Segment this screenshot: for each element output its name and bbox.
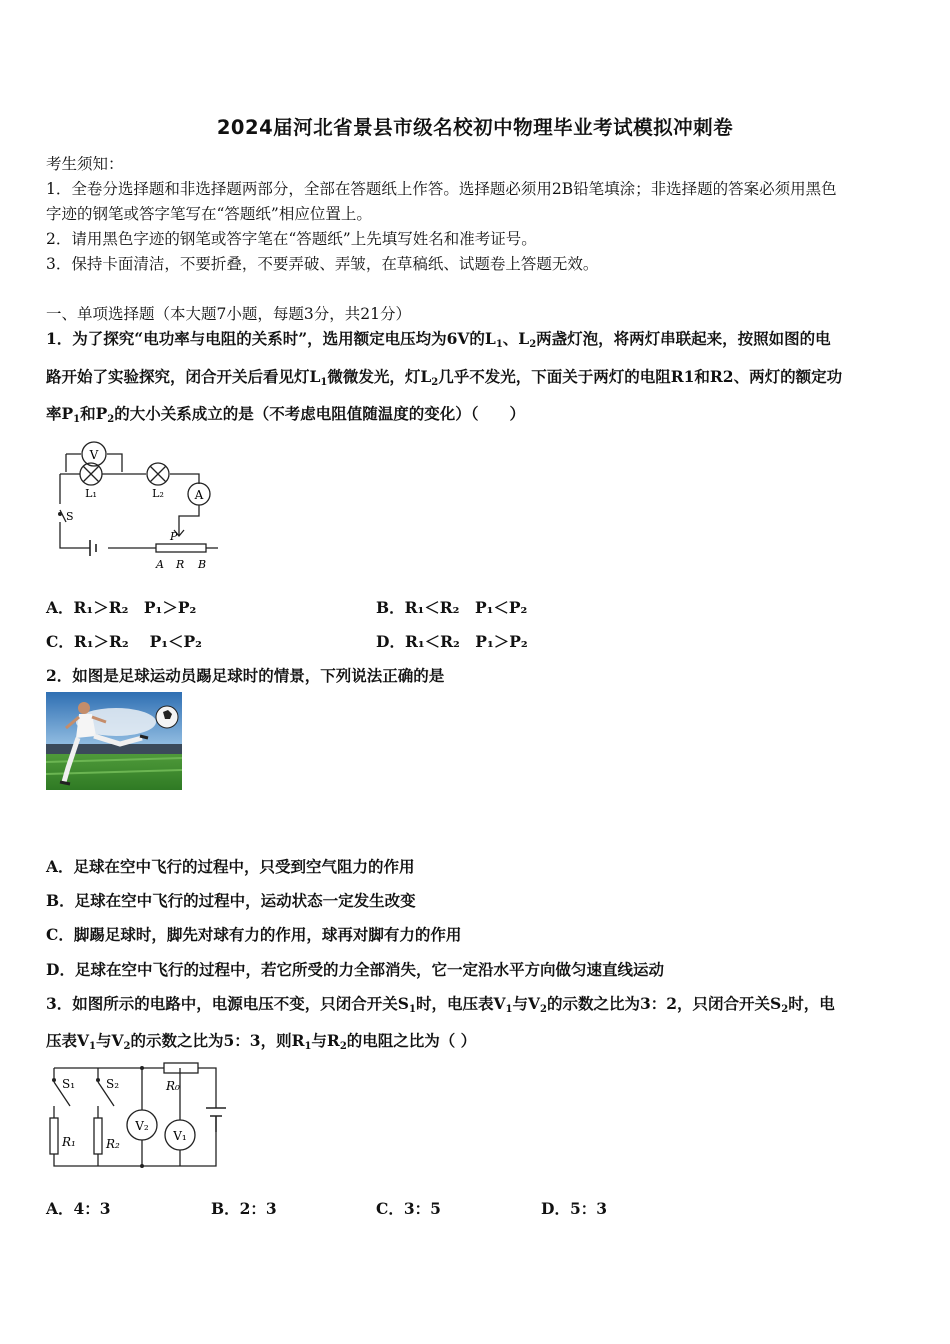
question-1-stem: 路开始了实验探究，闭合开关后看见灯$L_1$微微发光，灯$L_2$几乎不发光，下面关于两灯的电阻R1和R2、两灯的额定功 (46, 367, 843, 388)
resistor-r1-label: R₁ (62, 1135, 76, 1149)
resistor-r0-label: R₀ (166, 1079, 180, 1093)
switch-s1-label: S₁ (62, 1077, 76, 1091)
q1-option-c[interactable]: C．R₁＞R₂ P₁＜P₂ (46, 632, 202, 651)
notice-heading: 考生须知： (46, 155, 124, 173)
voltmeter-v1-label: V₁ (173, 1129, 187, 1143)
q2-option-b[interactable]: B．足球在空中飞行的过程中，运动状态一定发生改变 (46, 891, 416, 910)
q2-option-d[interactable]: D．足球在空中飞行的过程中，若它所受的力全部消失，它一定沿水平方向做匀速直线运动 (46, 960, 664, 979)
switch-s2-label: S₂ (106, 1077, 120, 1091)
rheostat-end-a: A (156, 558, 164, 571)
question-2-stem: 2．如图是足球运动员踢足球时的情景，下列说法正确的是 (46, 666, 445, 685)
lamp-l2-label: L₂ (152, 487, 164, 500)
slider-label: P (170, 530, 178, 543)
q1-option-a[interactable]: A．R₁＞R₂ P₁＞P₂ (46, 598, 197, 617)
q2-option-a[interactable]: A．足球在空中飞行的过程中，只受到空气阻力的作用 (46, 857, 415, 876)
voltmeter-label: V (89, 448, 99, 462)
football-player-photo (46, 692, 182, 790)
notice-line: 3．保持卡面清洁，不要折叠，不要弄破、弄皱，在草稿纸、试题卷上答题无效。 (46, 255, 599, 273)
page-title: 2024届河北省景县市级名校初中物理毕业考试模拟冲刺卷 (216, 116, 734, 139)
q3-option-a[interactable]: A．4：3 (46, 1199, 111, 1218)
rheostat-end-b: B (198, 558, 207, 571)
q3-option-c[interactable]: C．3：5 (376, 1199, 441, 1218)
q1-option-b[interactable]: B．R₁＜R₂ P₁＜P₂ (376, 598, 528, 617)
notice-line: 字迹的钢笔或答字笔写在“答题纸”相应位置上。 (46, 205, 372, 223)
question-3-stem: 压表$V_1$与$V_2$的示数之比为5：3，则$R_1$与$R_2$的电阻之比为（ ） (46, 1031, 477, 1052)
q1-option-d[interactable]: D．R₁＜R₂ P₁＞P₂ (376, 632, 528, 651)
resistor-r2-label: R₂ (106, 1137, 120, 1151)
q3-option-b[interactable]: B．2：3 (211, 1199, 277, 1218)
voltmeter-v2-label: V₂ (135, 1119, 149, 1133)
q3-option-d[interactable]: D．5：3 (541, 1199, 608, 1218)
notice-line: 2．请用黑色字迹的钢笔或答字笔在“答题纸”上先填写姓名和准考证号。 (46, 230, 537, 248)
question-1-stem: 1．为了探究“电功率与电阻的关系时”，选用额定电压均为6V的$L_1$、$L_2$两盏灯泡，将两灯串联起来，按照如图的电 (46, 329, 831, 350)
section-heading: 一、单项选择题（本大题7小题，每题3分，共21分） (46, 305, 411, 323)
notice-line: 1．全卷分选择题和非选择题两部分，全部在答题纸上作答。选择题必须用2B铅笔填涂；非选择题的答案必须用黑色 (46, 180, 837, 198)
switch-label: S (66, 510, 74, 523)
ammeter-label: A (194, 488, 204, 502)
circuit-diagram-1 (46, 432, 232, 574)
question-3-stem: 3．如图所示的电路中，电源电压不变，只闭合开关$S_1$时，电压表$V_1$与$V_2$的示数之比为3：2，只闭合开关$S_2$时，电 (46, 994, 835, 1015)
question-1-stem: 率$P_1$和$P_2$的大小关系成立的是（不考虑电阻值随温度的变化）（ ） (46, 404, 526, 425)
circuit-diagram-3 (46, 1060, 226, 1172)
rheostat-label: R (176, 558, 185, 571)
q2-option-c[interactable]: C．脚踢足球时，脚先对球有力的作用，球再对脚有力的作用 (46, 925, 462, 944)
lamp-l1-label: L₁ (85, 487, 97, 500)
